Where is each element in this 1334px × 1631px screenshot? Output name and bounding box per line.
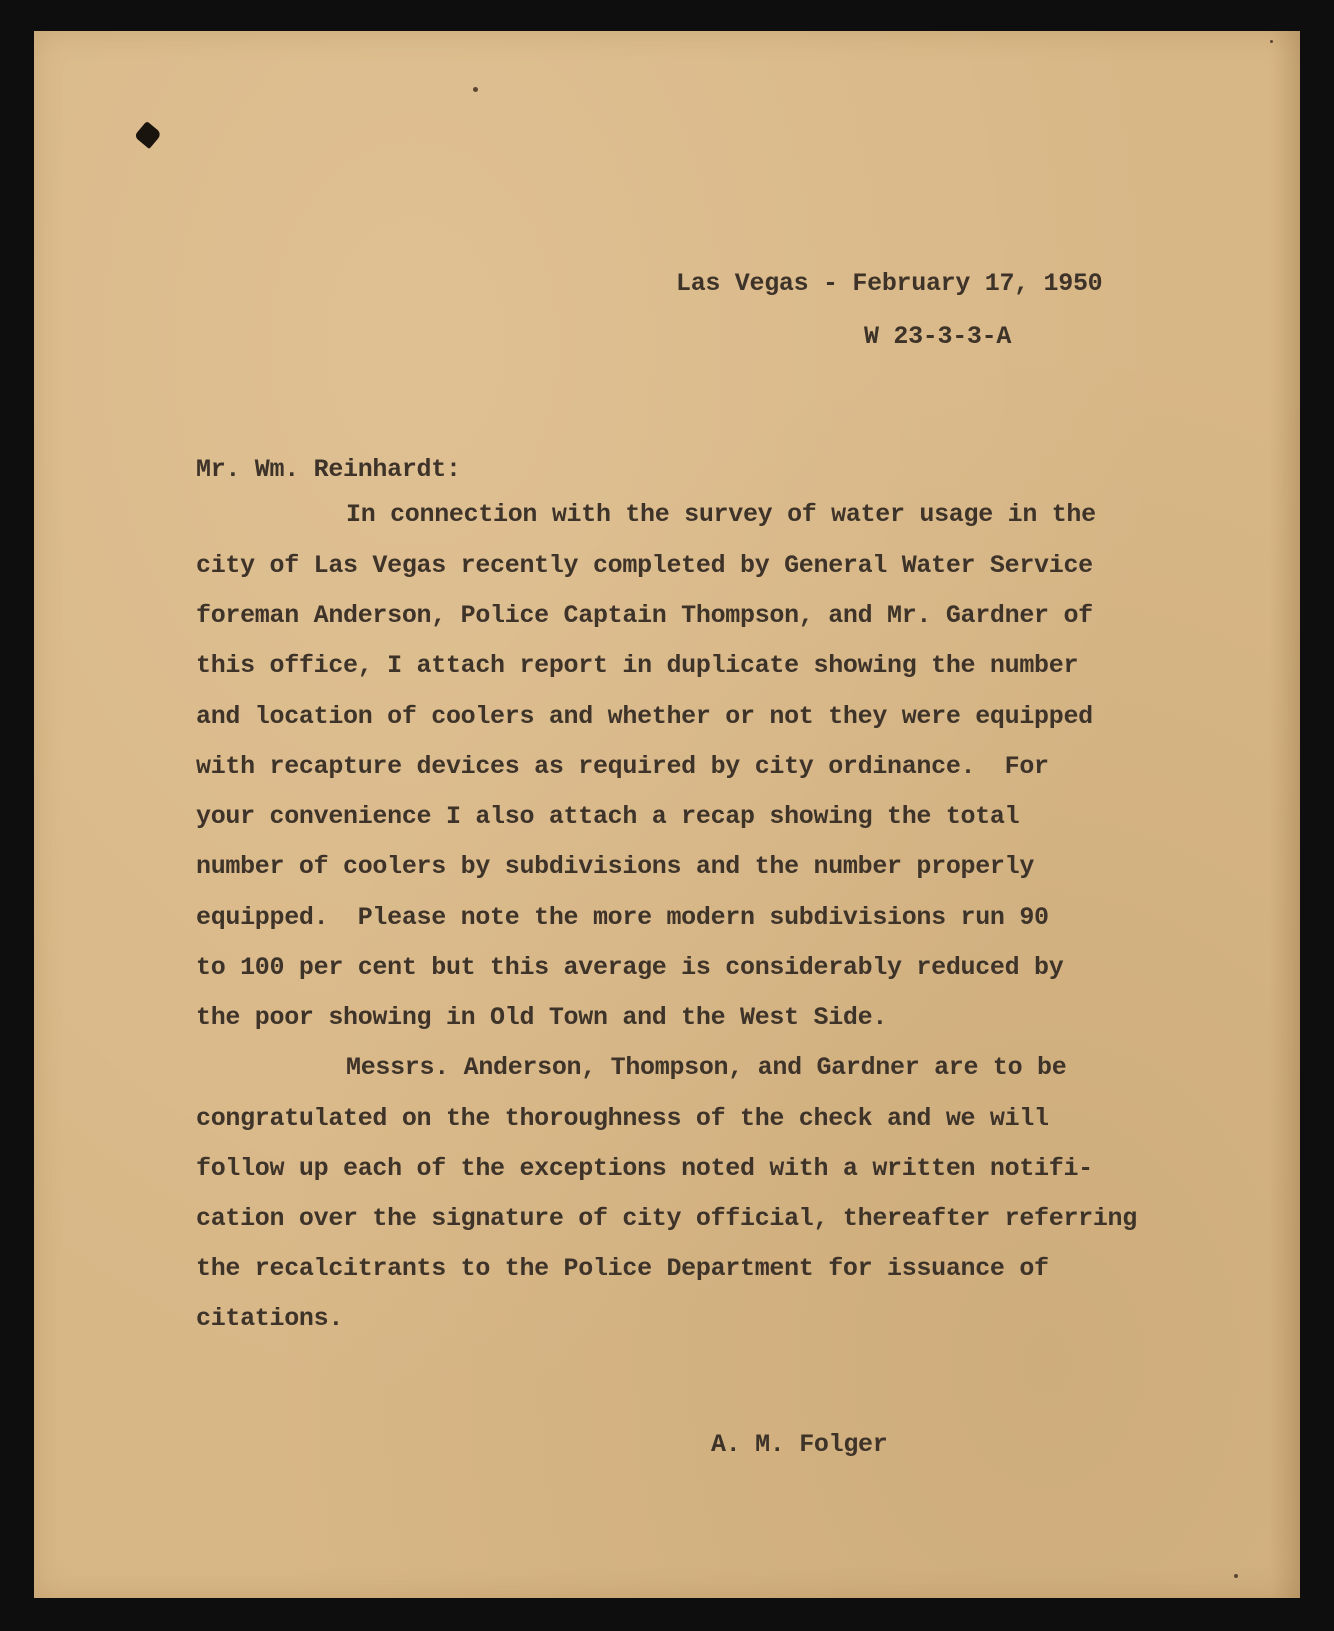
signature: A. M. Folger — [711, 1430, 888, 1459]
text-line: number of coolers by subdivisions and the number properly — [196, 852, 1035, 881]
text-line: with recapture devices as required by city ordinance. For — [196, 752, 1049, 781]
page-edge-shadow — [1270, 31, 1300, 1598]
text-line: Messrs. Anderson, Thompson, and Gardner are to be — [346, 1053, 1067, 1082]
dateline: Las Vegas - February 17, 1950 — [676, 269, 1103, 298]
text-line: equipped. Please note the more modern subdivisions run 90 — [196, 903, 1049, 932]
paper-speck — [1270, 40, 1273, 43]
text-line: cation over the signature of city official, thereafter referring — [196, 1204, 1137, 1233]
salutation: Mr. Wm. Reinhardt: — [196, 455, 461, 484]
text-line: the poor showing in Old Town and the West Side. — [196, 1003, 888, 1032]
text-line: follow up each of the exceptions noted with a written notifi- — [196, 1154, 1093, 1183]
text-line: and location of coolers and whether or not they were equipped — [196, 702, 1093, 731]
text-line: city of Las Vegas recently completed by General Water Service — [196, 551, 1093, 580]
text-line: In connection with the survey of water usage in the — [346, 500, 1096, 529]
text-line: congratulated on the thoroughness of the check and we will — [196, 1104, 1049, 1133]
text-line: the recalcitrants to the Police Department for issuance of — [196, 1254, 1049, 1283]
paper-speck — [473, 87, 478, 92]
text-line: to 100 per cent but this average is considerably reduced by — [196, 953, 1064, 982]
paper-speck — [1234, 1574, 1238, 1578]
text-line: citations. — [196, 1304, 344, 1333]
file-reference: W 23-3-3-A — [864, 322, 1012, 351]
text-line: this office, I attach report in duplicate showing the number — [196, 651, 1079, 680]
text-line: foreman Anderson, Police Captain Thompson, and Mr. Gardner of — [196, 601, 1093, 630]
text-line: your convenience I also attach a recap showing the total — [196, 802, 1020, 831]
